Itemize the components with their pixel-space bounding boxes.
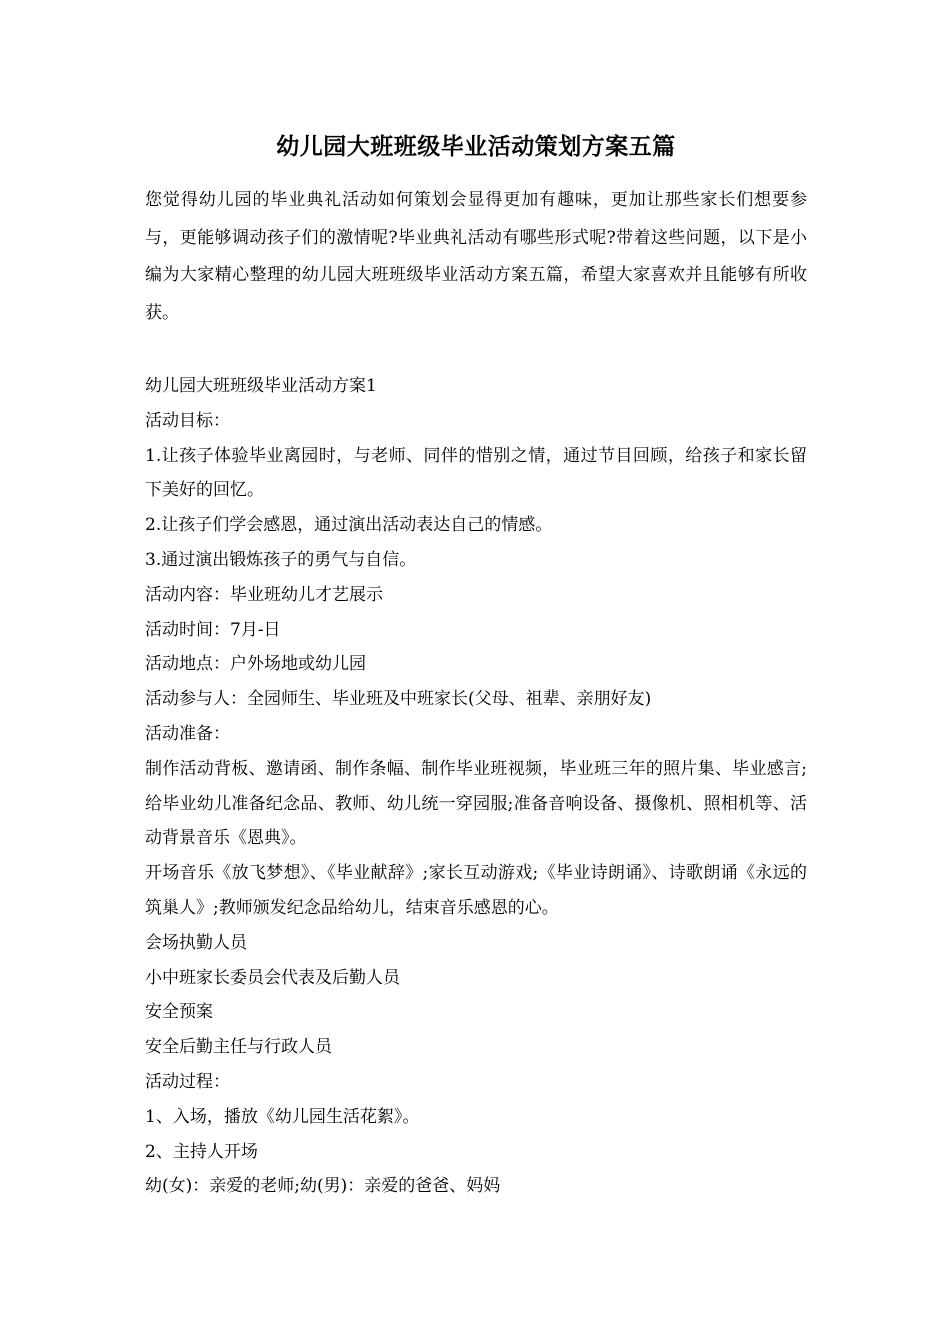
goal-item-2: 2.让孩子们学会感恩，通过演出活动表达自己的情感。	[145, 515, 553, 536]
activity-time: 活动时间：7月-日	[145, 619, 281, 640]
venue-staff-label: 会场执勤人员	[145, 932, 247, 953]
venue-staff-details: 小中班家长委员会代表及后勤人员	[145, 967, 400, 988]
section-heading-plan-1: 幼儿园大班班级毕业活动方案1	[145, 376, 377, 396]
safety-plan-details: 安全后勤主任与行政人员	[145, 1037, 332, 1058]
goal-item-3: 3.通过演出锻炼孩子的勇气与自信。	[145, 549, 417, 570]
activity-preparation-label: 活动准备：	[145, 723, 230, 744]
program-details: 开场音乐《放飞梦想》、《毕业献辞》;家长互动游戏;《毕业诗朗诵》、诗歌朗诵《永远的筑巢人》;教师颁发纪念品给幼儿，结束音乐感恩的心。	[145, 863, 807, 918]
activity-goals-label: 活动目标：	[145, 410, 230, 431]
activity-location: 活动地点：户外场地或幼儿园	[145, 654, 366, 675]
activity-content: 活动内容：毕业班幼儿才艺展示	[145, 584, 383, 605]
process-step-2: 2、主持人开场	[145, 1141, 258, 1162]
document-title: 幼儿园大班班级毕业活动策划方案五篇	[276, 133, 676, 160]
paragraph-gap	[145, 332, 807, 369]
document-page	[145, 130, 807, 1204]
host-dialogue: 幼(女)：亲爱的老师;幼(男)：亲爱的爸爸、妈妈	[145, 1176, 501, 1197]
intro-paragraph: 您觉得幼儿园的毕业典礼活动如何策划会显得更加有趣味，更加让那些家长们想要参与，更能够调动孩子们的激情呢?毕业典礼活动有哪些形式呢?带着这些问题，以下是小编为大家精心整理的幼儿园大班班级毕业活动方案五篇，希望大家喜欢并且能够有所收获。	[145, 190, 807, 323]
goal-item-1: 1.让孩子体验毕业离园时，与老师、同伴的惜别之情，通过节目回顾，给孩子和家长留下美好的回忆。	[145, 445, 807, 501]
process-step-1: 1、入场，播放《幼儿园生活花絮》。	[145, 1106, 420, 1127]
activity-participants: 活动参与人：全园师生、毕业班及中班家长(父母、祖辈、亲朋好友)	[145, 689, 652, 710]
preparation-details: 制作活动背板、邀请函、制作条幅、制作毕业班视频，毕业班三年的照片集、毕业感言;给毕业幼儿准备纪念品、教师、幼儿统一穿园服;准备音响设备、摄像机、照相机等、活动背景音乐《恩典》。	[145, 758, 807, 849]
activity-process-label: 活动过程：	[145, 1071, 230, 1092]
safety-plan-label: 安全预案	[145, 1002, 213, 1023]
